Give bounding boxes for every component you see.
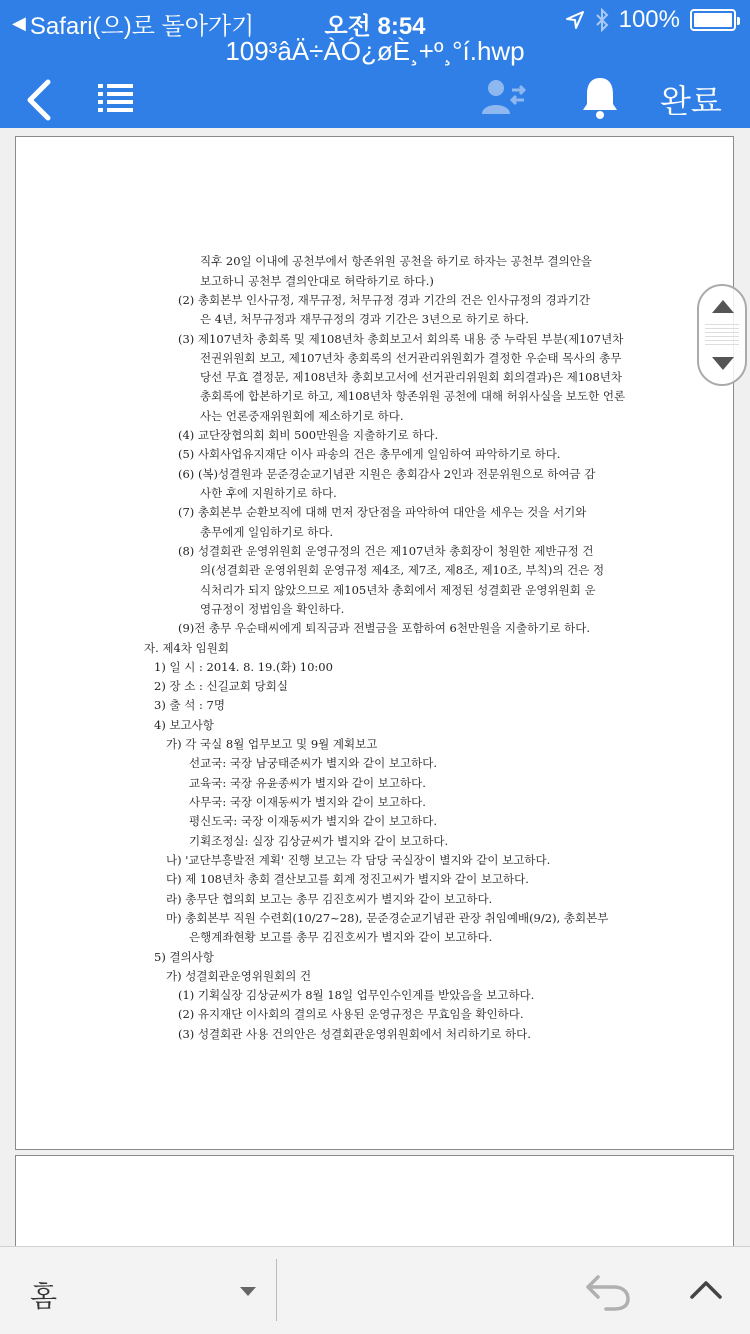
doc-line: 보고하니 공천부 결의안대로 허락하기로 하다.) <box>200 274 434 288</box>
doc-line: (6) (복)성결원과 문준경순교기념관 지원은 총회감사 2인과 전문위원으로 하여금 감 <box>178 467 596 481</box>
document-body <box>16 137 733 1149</box>
doc-line: 마) 총회본부 직원 수련회(10/27~28), 문준경순교기념관 관장 취임예배(9/2), 총회본부 <box>166 911 609 925</box>
doc-line: 은행계좌현황 보고를 총무 김진호씨가 별지와 같이 보고하다. <box>189 930 493 944</box>
doc-line: 당선 무효 결정문, 제108년차 총회보고서에 선거관리위원회 회의결과)은 제108년차 <box>200 370 623 384</box>
doc-line: 1) 일 시 : 2014. 8. 19.(화) 10:00 <box>154 660 333 674</box>
doc-line: 가) 각 국실 8월 업무보고 및 9월 계획보고 <box>166 737 378 751</box>
nav-toolbar <box>0 70 750 128</box>
chevron-up-icon[interactable] <box>688 1271 724 1307</box>
document-page[interactable] <box>15 136 734 1150</box>
doc-line: 전권위원회 보고, 제107년차 총회록의 선거관리위원회가 결정한 우순태 목사의 총무 <box>200 351 622 365</box>
doc-line: 5) 결의사항 <box>154 950 214 964</box>
doc-line: (7) 총회본부 순환보직에 대해 먼저 장단점을 파악하여 대안을 세우는 것을 서기와 <box>178 505 587 519</box>
bottom-toolbar <box>0 1246 750 1334</box>
battery-icon <box>690 9 736 31</box>
back-app-label: Safari(으)로 돌아가기 <box>29 13 255 40</box>
doc-line: 4) 보고사항 <box>154 718 214 732</box>
doc-line: 총회록에 합본하기로 하고, 제108년차 항존위원 공천에 대해 허위사실을 보도한 언론 <box>200 389 626 403</box>
document-filename: 109³âÄ÷ÀÓ¿øÈ¸+º¸°í.hwp <box>225 36 525 66</box>
doc-line: 사무국: 국장 이재동씨가 별지와 같이 보고하다. <box>189 795 426 809</box>
list-icon[interactable] <box>96 78 136 118</box>
done-button[interactable]: 완료 <box>660 82 722 120</box>
doc-line: 나) '교단부흥발전 계획' 진행 보고는 각 담당 국실장이 별지와 같이 보고하다. <box>166 853 551 867</box>
doc-line: (5) 사회사업유지재단 이사 파송의 건은 총무에게 일임하여 파악하기로 하다. <box>178 447 561 461</box>
undo-icon[interactable] <box>584 1269 632 1313</box>
status-indicators <box>565 6 736 34</box>
next-document-page[interactable] <box>15 1155 734 1255</box>
home-menu-button[interactable]: 홈 <box>30 1280 58 1313</box>
bluetooth-icon <box>595 8 609 32</box>
toolbar-divider <box>276 1259 277 1321</box>
doc-line: (3) 제107년차 총회록 및 제108년차 총회보고서 회의록 내용 중 누락된 부분(제107년차 <box>178 332 624 346</box>
user-swap-icon[interactable] <box>480 76 528 120</box>
doc-line: 은 4년, 처무규정과 재무규정의 경과 기간은 3년으로 하기로 하다. <box>200 312 529 326</box>
doc-line: 라) 총무단 협의회 보고는 총무 김진호씨가 별지와 같이 보고하다. <box>166 892 493 906</box>
doc-line: 기획조정실: 실장 김상균씨가 별지와 같이 보고하다. <box>189 834 449 848</box>
doc-line: 다) 제 108년차 총회 결산보고를 회계 정진고씨가 별지와 같이 보고하다. <box>166 872 529 886</box>
scroll-down-icon[interactable] <box>712 357 734 370</box>
doc-line: 총무에게 일임하기로 하다. <box>200 525 334 539</box>
doc-line: 사는 언론중재위원회에 제소하기로 하다. <box>200 409 404 423</box>
doc-line: 식처리가 되지 않았으므로 제105년차 총회에서 제정된 성결회관 운영위원회 운 <box>200 583 596 597</box>
doc-line: 가) 성결회관운영위원회의 건 <box>166 969 312 983</box>
doc-line: 영규정이 정법임을 확인하다. <box>200 602 345 616</box>
scroll-grip[interactable] <box>705 324 739 346</box>
doc-line: (9)전 총무 우순태씨에게 퇴직금과 전별금을 포함하여 6천만원을 지출하기로 하다. <box>178 621 590 635</box>
doc-line: 직후 20일 이내에 공천부에서 항존위원 공천을 하기로 하자는 공천부 결의안을 <box>200 254 592 268</box>
back-triangle-icon: ◀ <box>12 13 26 33</box>
chevron-left-icon[interactable] <box>20 78 60 122</box>
location-icon <box>565 10 585 30</box>
doc-line: (8) 성결회관 운영위원회 운영규정의 건은 제107년차 총회장이 청원한 제반규정 건 <box>178 544 594 558</box>
doc-line: 교육국: 국장 유윤종씨가 별지와 같이 보고하다. <box>189 776 426 790</box>
clock: 오전 8:54 <box>324 13 426 40</box>
battery-percent: 100% <box>618 6 680 33</box>
doc-line: 3) 출 석 : 7명 <box>154 698 225 712</box>
scroll-up-icon[interactable] <box>712 300 734 313</box>
section-heading: 자. 제4차 임원회 <box>144 641 229 655</box>
doc-line: 2) 장 소 : 신길교회 당회실 <box>154 679 288 693</box>
doc-line: 의(성결회관 운영위원회 운영규정 제4조, 제7조, 제8조, 제10조, 부칙)의 건은 정 <box>200 563 605 577</box>
doc-line: (2) 유지재단 이사회의 결의로 사용된 운영규정은 무효임을 확인하다. <box>178 1007 524 1021</box>
doc-line: 선교국: 국장 남궁태준씨가 별지와 같이 보고하다. <box>189 756 437 770</box>
status-bar <box>0 0 750 40</box>
doc-line: (4) 교단장협의회 회비 500만원을 지출하기로 하다. <box>178 428 439 442</box>
app-header <box>0 0 750 128</box>
bell-icon[interactable] <box>580 74 620 120</box>
doc-line: 사한 후에 지원하기로 하다. <box>200 486 337 500</box>
page-scroll-control[interactable] <box>697 284 747 386</box>
doc-line: 평신도국: 국장 이재동씨가 별지와 같이 보고하다. <box>189 814 437 828</box>
doc-line: (3) 성결회관 사용 건의안은 성결회관운영위원회에서 처리하기로 하다. <box>178 1027 531 1041</box>
doc-line: (1) 기획실장 김상균씨가 8월 18일 업무인수인계를 받았음을 보고하다. <box>178 988 535 1002</box>
doc-line: (2) 총회본부 인사규정, 재무규정, 처무규정 경과 기간의 건은 인사규정의 경과기간 <box>178 293 590 307</box>
caret-down-icon[interactable] <box>240 1287 256 1296</box>
